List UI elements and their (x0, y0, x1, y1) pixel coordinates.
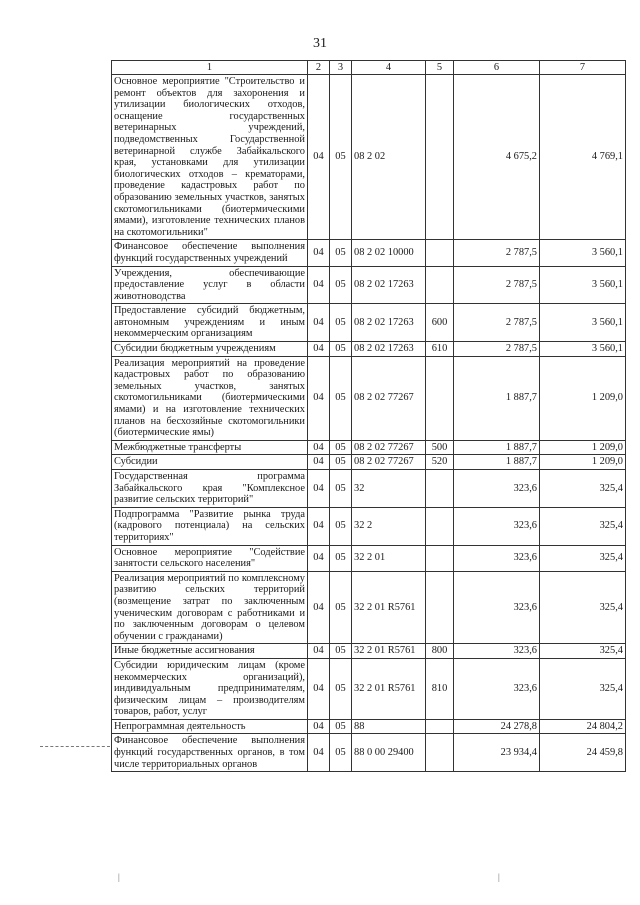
row-expense-type-cell (426, 719, 454, 734)
row-section-cell: 04 (308, 342, 330, 357)
row-subsection-cell: 05 (330, 75, 352, 240)
row-section-cell: 04 (308, 75, 330, 240)
table-row (112, 507, 626, 545)
row-sum-year1-cell: 2 787,5 (454, 342, 540, 357)
row-section-cell: 04 (308, 440, 330, 455)
row-section-cell: 04 (308, 644, 330, 659)
row-section-cell: 04 (308, 356, 330, 440)
row-section-cell: 04 (308, 658, 330, 719)
row-section-cell: 04 (308, 734, 330, 772)
row-sum-year1-cell: 1 887,7 (454, 455, 540, 470)
table-row (112, 571, 626, 644)
header-cell: 4 (352, 61, 426, 75)
table-row (112, 719, 626, 734)
row-name-cell: Основное мероприятие "Содействие занятости сельского населения" (112, 545, 308, 571)
row-name-cell: Государственная программа Забайкальского края "Комплексное развитие сельских территорий" (112, 470, 308, 508)
row-sum-year2-cell: 1 209,0 (540, 356, 626, 440)
table-row (112, 644, 626, 659)
row-sum-year1-cell: 323,6 (454, 571, 540, 644)
row-sum-year1-cell: 323,6 (454, 470, 540, 508)
table-row (112, 356, 626, 440)
header-cell: 1 (112, 61, 308, 75)
row-expense-type-cell (426, 240, 454, 266)
row-sum-year2-cell: 325,4 (540, 470, 626, 508)
table-row (112, 75, 626, 240)
row-subsection-cell: 05 (330, 658, 352, 719)
row-name-cell: Субсидии (112, 455, 308, 470)
row-section-cell: 04 (308, 455, 330, 470)
row-subsection-cell: 05 (330, 266, 352, 304)
row-sum-year1-cell: 323,6 (454, 644, 540, 659)
row-sum-year2-cell: 4 769,1 (540, 75, 626, 240)
row-section-cell: 04 (308, 719, 330, 734)
row-target-article-cell: 88 (352, 719, 426, 734)
row-expense-type-cell: 610 (426, 342, 454, 357)
row-sum-year2-cell: 3 560,1 (540, 342, 626, 357)
row-sum-year1-cell: 1 887,7 (454, 440, 540, 455)
row-name-cell: Субсидии юридическим лицам (кроме некоммерческих организаций), индивидуальным предпринимателям, физическим лицам – производителям товаров, работ, услуг (112, 658, 308, 719)
row-sum-year2-cell: 325,4 (540, 644, 626, 659)
row-target-article-cell: 32 2 01 (352, 545, 426, 571)
row-sum-year2-cell: 24 459,8 (540, 734, 626, 772)
table-header-row (112, 61, 626, 75)
row-sum-year1-cell: 24 278,8 (454, 719, 540, 734)
table-row (112, 266, 626, 304)
row-name-cell: Реализация мероприятий на проведение кадастровых работ по образованию земельных участков, занятых скотомогильниками (биотермическими ямами) и на изготовление технических планов на бесхозяйные скотомогильники (биотермические ямы) (112, 356, 308, 440)
row-section-cell: 04 (308, 240, 330, 266)
row-section-cell: 04 (308, 304, 330, 342)
row-section-cell: 04 (308, 266, 330, 304)
row-subsection-cell: 05 (330, 734, 352, 772)
row-subsection-cell: 05 (330, 455, 352, 470)
row-sum-year2-cell: 24 804,2 (540, 719, 626, 734)
scan-mark: | (498, 872, 500, 882)
scan-dash-line (40, 746, 110, 747)
row-subsection-cell: 05 (330, 304, 352, 342)
row-target-article-cell: 08 2 02 17263 (352, 266, 426, 304)
row-sum-year2-cell: 325,4 (540, 507, 626, 545)
row-subsection-cell: 05 (330, 545, 352, 571)
row-target-article-cell: 32 2 (352, 507, 426, 545)
row-sum-year1-cell: 323,6 (454, 658, 540, 719)
row-subsection-cell: 05 (330, 644, 352, 659)
row-sum-year2-cell: 325,4 (540, 658, 626, 719)
row-expense-type-cell (426, 356, 454, 440)
row-sum-year2-cell: 325,4 (540, 545, 626, 571)
row-name-cell: Учреждения, обеспечивающие предоставление услуг в области животноводства (112, 266, 308, 304)
row-expense-type-cell (426, 75, 454, 240)
row-target-article-cell: 32 (352, 470, 426, 508)
row-expense-type-cell: 520 (426, 455, 454, 470)
row-sum-year2-cell: 1 209,0 (540, 455, 626, 470)
row-name-cell: Иные бюджетные ассигнования (112, 644, 308, 659)
row-sum-year1-cell: 2 787,5 (454, 304, 540, 342)
row-sum-year2-cell: 3 560,1 (540, 240, 626, 266)
row-expense-type-cell: 500 (426, 440, 454, 455)
row-section-cell: 04 (308, 545, 330, 571)
table-row (112, 470, 626, 508)
header-cell: 7 (540, 61, 626, 75)
row-section-cell: 04 (308, 571, 330, 644)
row-expense-type-cell: 810 (426, 658, 454, 719)
row-sum-year1-cell: 23 934,4 (454, 734, 540, 772)
row-expense-type-cell (426, 545, 454, 571)
row-subsection-cell: 05 (330, 356, 352, 440)
row-sum-year1-cell: 2 787,5 (454, 266, 540, 304)
row-name-cell: Финансовое обеспечение выполнения функций государственных органов, в том числе территориальных органов (112, 734, 308, 772)
scan-mark: | (118, 872, 120, 882)
header-cell: 3 (330, 61, 352, 75)
row-subsection-cell: 05 (330, 240, 352, 266)
row-expense-type-cell: 800 (426, 644, 454, 659)
header-cell: 6 (454, 61, 540, 75)
row-target-article-cell: 88 0 00 29400 (352, 734, 426, 772)
row-target-article-cell: 32 2 01 R5761 (352, 658, 426, 719)
table-row (112, 240, 626, 266)
row-target-article-cell: 08 2 02 77267 (352, 455, 426, 470)
row-section-cell: 04 (308, 507, 330, 545)
row-subsection-cell: 05 (330, 571, 352, 644)
row-sum-year1-cell: 323,6 (454, 545, 540, 571)
row-name-cell: Субсидии бюджетным учреждениям (112, 342, 308, 357)
row-sum-year2-cell: 325,4 (540, 571, 626, 644)
row-target-article-cell: 08 2 02 77267 (352, 440, 426, 455)
table-row (112, 342, 626, 357)
row-name-cell: Финансовое обеспечение выполнения функций государственных учреждений (112, 240, 308, 266)
row-subsection-cell: 05 (330, 470, 352, 508)
row-sum-year2-cell: 3 560,1 (540, 266, 626, 304)
row-subsection-cell: 05 (330, 507, 352, 545)
row-expense-type-cell (426, 571, 454, 644)
row-target-article-cell: 08 2 02 17263 (352, 304, 426, 342)
row-subsection-cell: 05 (330, 719, 352, 734)
row-sum-year1-cell: 2 787,5 (454, 240, 540, 266)
row-name-cell: Подпрограмма "Развитие рынка труда (кадрового потенциала) на сельских территориях" (112, 507, 308, 545)
row-name-cell: Межбюджетные трансферты (112, 440, 308, 455)
row-name-cell: Непрограммная деятельность (112, 719, 308, 734)
row-sum-year1-cell: 1 887,7 (454, 356, 540, 440)
row-sum-year2-cell: 3 560,1 (540, 304, 626, 342)
header-cell: 2 (308, 61, 330, 75)
row-expense-type-cell (426, 507, 454, 545)
row-expense-type-cell (426, 734, 454, 772)
header-cell: 5 (426, 61, 454, 75)
row-expense-type-cell: 600 (426, 304, 454, 342)
row-sum-year1-cell: 4 675,2 (454, 75, 540, 240)
table-row (112, 440, 626, 455)
table-row (112, 545, 626, 571)
table-row (112, 658, 626, 719)
table-row (112, 455, 626, 470)
budget-table (111, 60, 626, 772)
row-name-cell: Реализация мероприятий по комплексному развитию сельских территорий (возмещение затрат по заключенным ученическим договорам с работниками и по заключенным договорам о целевом обучении с гражданами) (112, 571, 308, 644)
page-number: 31 (313, 36, 327, 51)
row-subsection-cell: 05 (330, 440, 352, 455)
row-target-article-cell: 08 2 02 17263 (352, 342, 426, 357)
row-sum-year2-cell: 1 209,0 (540, 440, 626, 455)
row-expense-type-cell (426, 266, 454, 304)
row-section-cell: 04 (308, 470, 330, 508)
table-row (112, 734, 626, 772)
row-expense-type-cell (426, 470, 454, 508)
row-sum-year1-cell: 323,6 (454, 507, 540, 545)
row-target-article-cell: 08 2 02 10000 (352, 240, 426, 266)
row-subsection-cell: 05 (330, 342, 352, 357)
row-target-article-cell: 32 2 01 R5761 (352, 571, 426, 644)
row-name-cell: Основное мероприятие "Строительство и ремонт объектов для захоронения и утилизации биологических отходов, оснащение государственных ветеринарных учреждений, подведомственных Государственной ветеринарной службе Забайкальского края, установками для утилизации биологических отходов – крематорами, проведение кадастровых работ по образованию земельных участков, занятых скотомогильниками (биотермическими ямами), изготовление технических планов на скотомогильники" (112, 75, 308, 240)
row-name-cell: Предоставление субсидий бюджетным, автономным учреждениям и иным некоммерческим организациям (112, 304, 308, 342)
row-target-article-cell: 08 2 02 (352, 75, 426, 240)
row-target-article-cell: 32 2 01 R5761 (352, 644, 426, 659)
row-target-article-cell: 08 2 02 77267 (352, 356, 426, 440)
table-row (112, 304, 626, 342)
